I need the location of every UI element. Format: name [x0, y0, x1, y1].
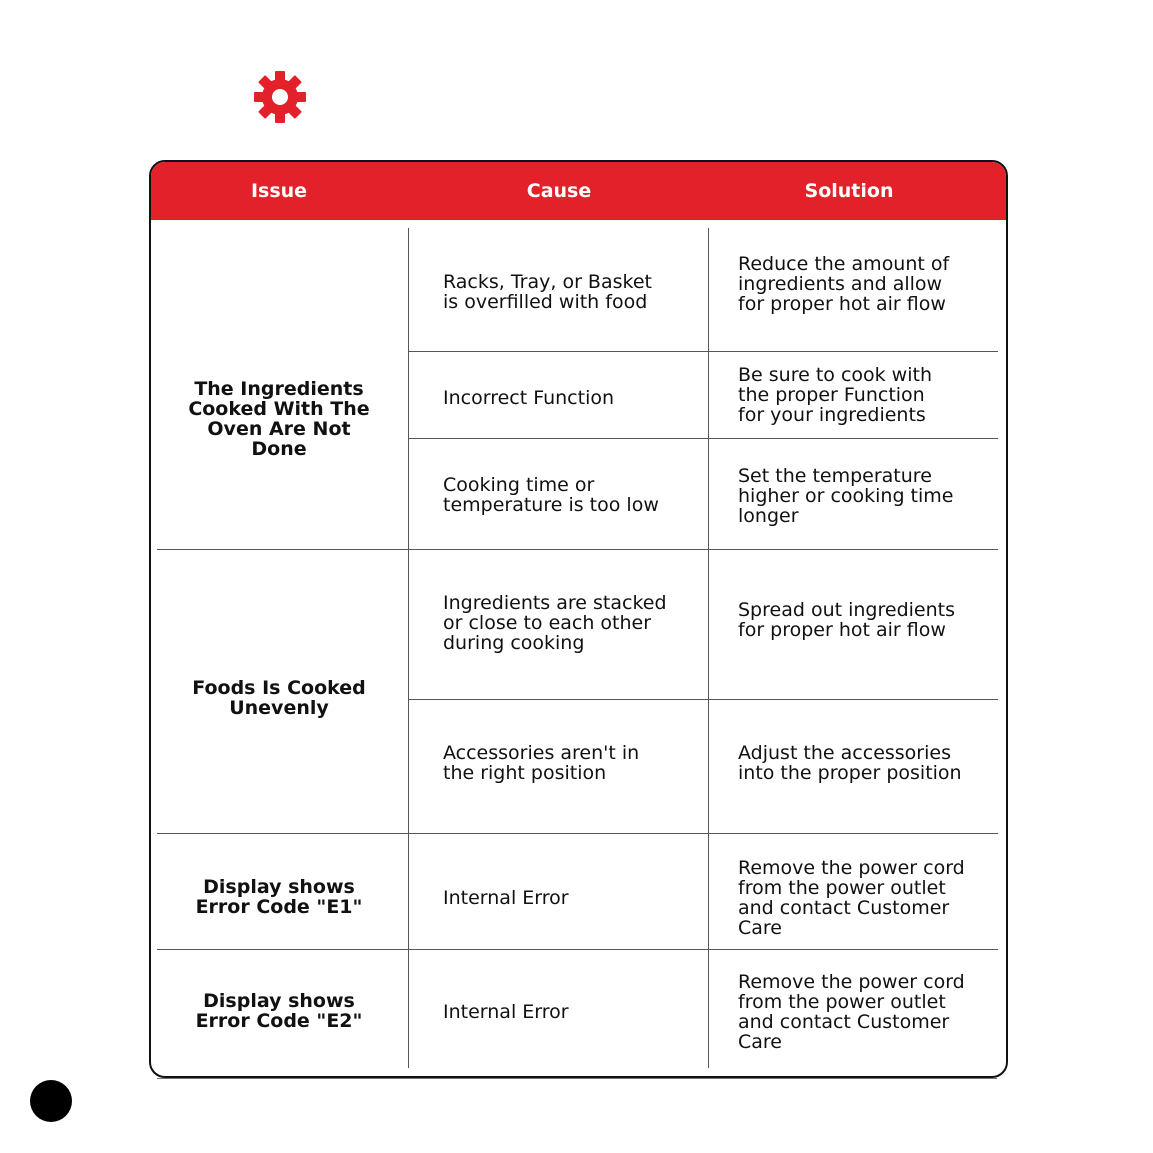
group-divider: [157, 549, 998, 550]
cause-cell: Internal Error: [443, 1001, 569, 1023]
cause-cell: Internal Error: [443, 887, 569, 909]
solution-cell: Adjust the accessories into the proper position: [738, 742, 962, 784]
gear-icon: [253, 70, 307, 124]
solution-cell: Remove the power cord from the power outlet and contact Customer Care: [738, 857, 965, 939]
table-header: [151, 162, 1006, 220]
row-divider: [408, 438, 998, 439]
solution-cell: Set the temperature higher or cooking time longer: [738, 465, 954, 527]
troubleshooting-table: [149, 160, 1008, 1078]
group-divider: [157, 949, 998, 950]
column-divider: [408, 228, 409, 1068]
header-issue: Issue: [250, 180, 308, 202]
issue-not-done: The Ingredients Cooked With The Oven Are Not Done: [188, 378, 370, 460]
header-cause: Cause: [526, 180, 592, 202]
group-divider: [157, 833, 998, 834]
issue-error-e1: Display shows Error Code "E1": [195, 876, 363, 918]
column-divider: [708, 228, 709, 1068]
footer-rule: [157, 1078, 997, 1079]
solution-cell: Be sure to cook with the proper Function for your ingredients: [738, 364, 932, 426]
issue-uneven: Foods Is Cooked Unevenly: [192, 677, 366, 719]
header-solution: Solution: [804, 180, 894, 202]
cause-cell: Accessories aren't in the right position: [443, 742, 640, 784]
cause-cell: Cooking time or temperature is too low: [443, 474, 659, 516]
row-divider: [408, 351, 998, 352]
page-marker: [30, 1080, 72, 1122]
cause-cell: Racks, Tray, or Basket is overfilled with food: [443, 271, 652, 313]
solution-cell: Spread out ingredients for proper hot air flow: [738, 599, 955, 641]
solution-cell: Remove the power cord from the power outlet and contact Customer Care: [738, 971, 965, 1053]
cause-cell: Incorrect Function: [443, 387, 615, 409]
issue-error-e2: Display shows Error Code "E2": [195, 990, 363, 1032]
row-divider: [408, 699, 998, 700]
solution-cell: Reduce the amount of ingredients and allow for proper hot air flow: [738, 253, 950, 315]
cause-cell: Ingredients are stacked or close to each other during cooking: [443, 592, 667, 654]
